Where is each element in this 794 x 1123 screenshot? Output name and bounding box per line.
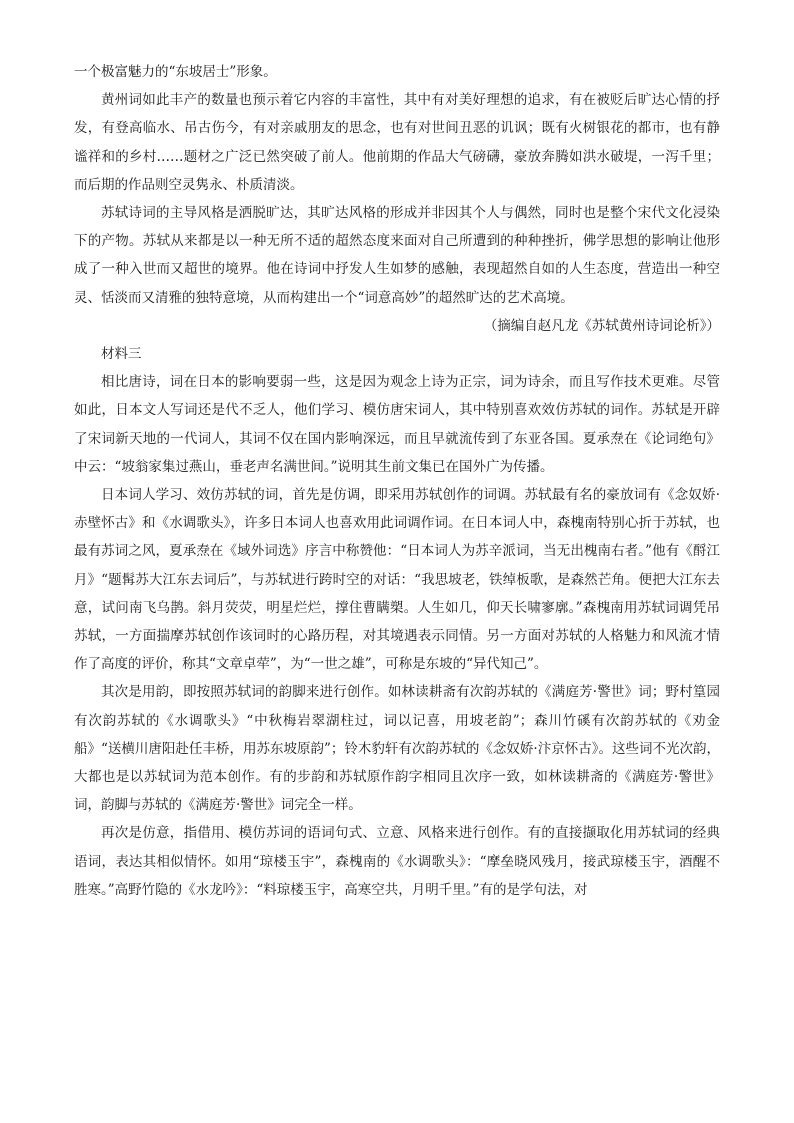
paragraph-style: 苏轼诗词的主导风格是洒脱旷达，其旷达风格的形成并非因其个人与偶然，同时也是整个宋代文化浸染下的产物。苏轼从来都是以一种无所不适的超然态度来面对自己所遭到的种种挫折，佛学思想的影响让他形成了一种入世而又超世的境界。他在诗词中抒发人生如梦的感触，表现超然自如的人生态度，营造出一种空灵、恬淡而又清雅的独特意境，从而构建出一个“词意高妙”的超然旷达的艺术高境。 xyxy=(74,205,720,306)
paragraph-rhyme: 其次是用韵，即按照苏轼词的韵脚来进行创作。如林读耕斋有次韵苏轼的《满庭芳·警世》词；野村篁园有次韵苏轼的《水调歌头》“中秋梅岩翠湖柱过，词以记喜，用坡老韵”；森川竹磎有次韵苏轼的《劝金船》“送横川唐阳赴任丰桥，用苏东坡原韵”；铃木豹轩有次韵苏轼的《念奴娇·汴京怀古》。这些词不光次韵，大都也是以苏轼词为范本创作。有的步韵和苏轼原作韵字相同且次序一致，如林读耕斋的《满庭芳·警世》词，韵脚与苏轼的《满庭芳·警世》词完全一样。 xyxy=(74,684,720,814)
paragraph-huangzhou-ci: 黄州词如此丰产的数量也预示着它内容的丰富性，其中有对美好理想的追求，有在被贬后旷达心情的抒发，有登高临水、吊古伤今，有对亲戚朋友的思念，也有对世间丑恶的讥讽；既有火树银花的都市，也有静谧祥和的乡村……题材之广泛已然突破了前人。他前期的作品大气磅礴，豪放奔腾如洪水破堤，一泻千里；而后期的作品则空灵隽永、朴质清淡。 xyxy=(74,92,720,193)
paragraph-imitate-tune: 日本词人学习、效仿苏轼的词，首先是仿调，即采用苏轼创作的词调。苏轼最有名的豪放词有《念奴娇·赤壁怀古》和《水调歌头》，许多日本词人也喜欢用此词调作词。在日本词人中，森槐南特别心折于苏轼，也最有苏词之风，夏承焘在《域外词选》序言中称赞他：“日本词人为苏辛派词，当无出槐南右者。”他有《酹江月》“题髯苏大江东去词后”，与苏轼进行跨时空的对话：“我思坡老，铁绰板歌，是森然芒角。便把大江东去意，试问南飞乌鹊。斜月荧荧，明星烂烂，撑住曹瞒槊。人生如几，仰天长啸寥廓。”森槐南用苏轼词调凭吊苏轼，一方面揣摩苏轼创作该词时的心路历程，对其境遇表示同情。另一方面对苏轼的人格魅力和风流才情作了高度的评价，称其“文章卓荦”，为“一世之雄”，可称是东坡的“异代知己”。 xyxy=(74,487,720,673)
paragraph-japan-influence: 相比唐诗，词在日本的影响要弱一些，这是因为观念上诗为正宗，词为诗余，而且写作技术更难。尽管如此，日本文人写词还是代不乏人，他们学习、模仿唐宋词人，其中特别喜欢效仿苏轼的词作。苏轼是开辟了宋词新天地的一代词人，其词不仅在国内影响深远，而且早就流传到了东亚各国。夏承焘在《论词绝句》中云：“坡翁家集过燕山，垂老声名满世间。”说明其生前文集已在国外广为传播。 xyxy=(74,374,720,475)
source-attribution: （摘编自赵凡龙《苏轼黄州诗词论析》） xyxy=(483,317,720,334)
paragraph-continuation: 一个极富魅力的“东坡居士”形象。 xyxy=(74,64,277,80)
section-heading-material-3: 材料三 xyxy=(101,346,142,363)
paragraph-imitate-meaning: 再次是仿意，指借用、模仿苏词的语词句式、立意、风格来进行创作。有的直接撷取化用苏轼词的经典语词，表达其相似情怀。如用“琼楼玉宇”，森槐南的《水调歌头》：“摩垒晓风残月，接武琼楼玉宇，酒醒不胜寒。”高野竹隐的《水龙吟》：“料琼楼玉宇，高寒空共，月明千里。”有的是学句法，对 xyxy=(74,825,720,898)
